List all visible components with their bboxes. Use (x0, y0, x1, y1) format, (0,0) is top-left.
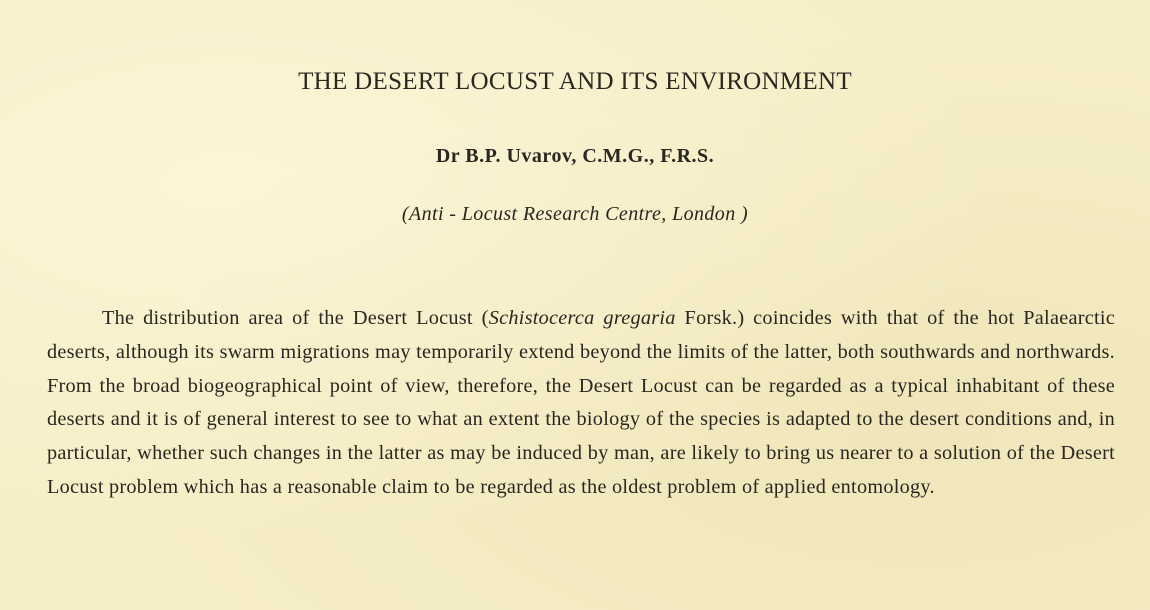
affiliation-line: (Anti - Locust Research Centre, London ) (401, 203, 749, 225)
body-paragraph (47, 302, 1115, 505)
author-line: Dr B.P. Uvarov, C.M.G., F.R.S. (435, 145, 715, 167)
species-name: Schistocerca gregaria (488, 307, 676, 329)
body-text-start: The distribution area of the Desert Locust ( (102, 307, 489, 329)
body-text-rest: Forsk.) coincides with that of the hot Palaearctic deserts, although its swarm migrations may temporarily extend beyond the limits of the latter, both southwards and northwards. From the broad biogeographical point of view, therefore, the Desert Locust can be regarded as a typical inhabitant of these deserts and it is of general interest to see to what an extent the biology of the species is adapted to the desert conditions and, in particular, whether such changes in the latter as may be induced by man, are likely to bring us nearer to a solution of the Desert Locust problem which has a reasonable claim to be regarded as the oldest problem of applied entomology. (47, 307, 1115, 498)
article-title: THE DESERT LOCUST AND ITS ENVIRONMENT (298, 68, 852, 95)
